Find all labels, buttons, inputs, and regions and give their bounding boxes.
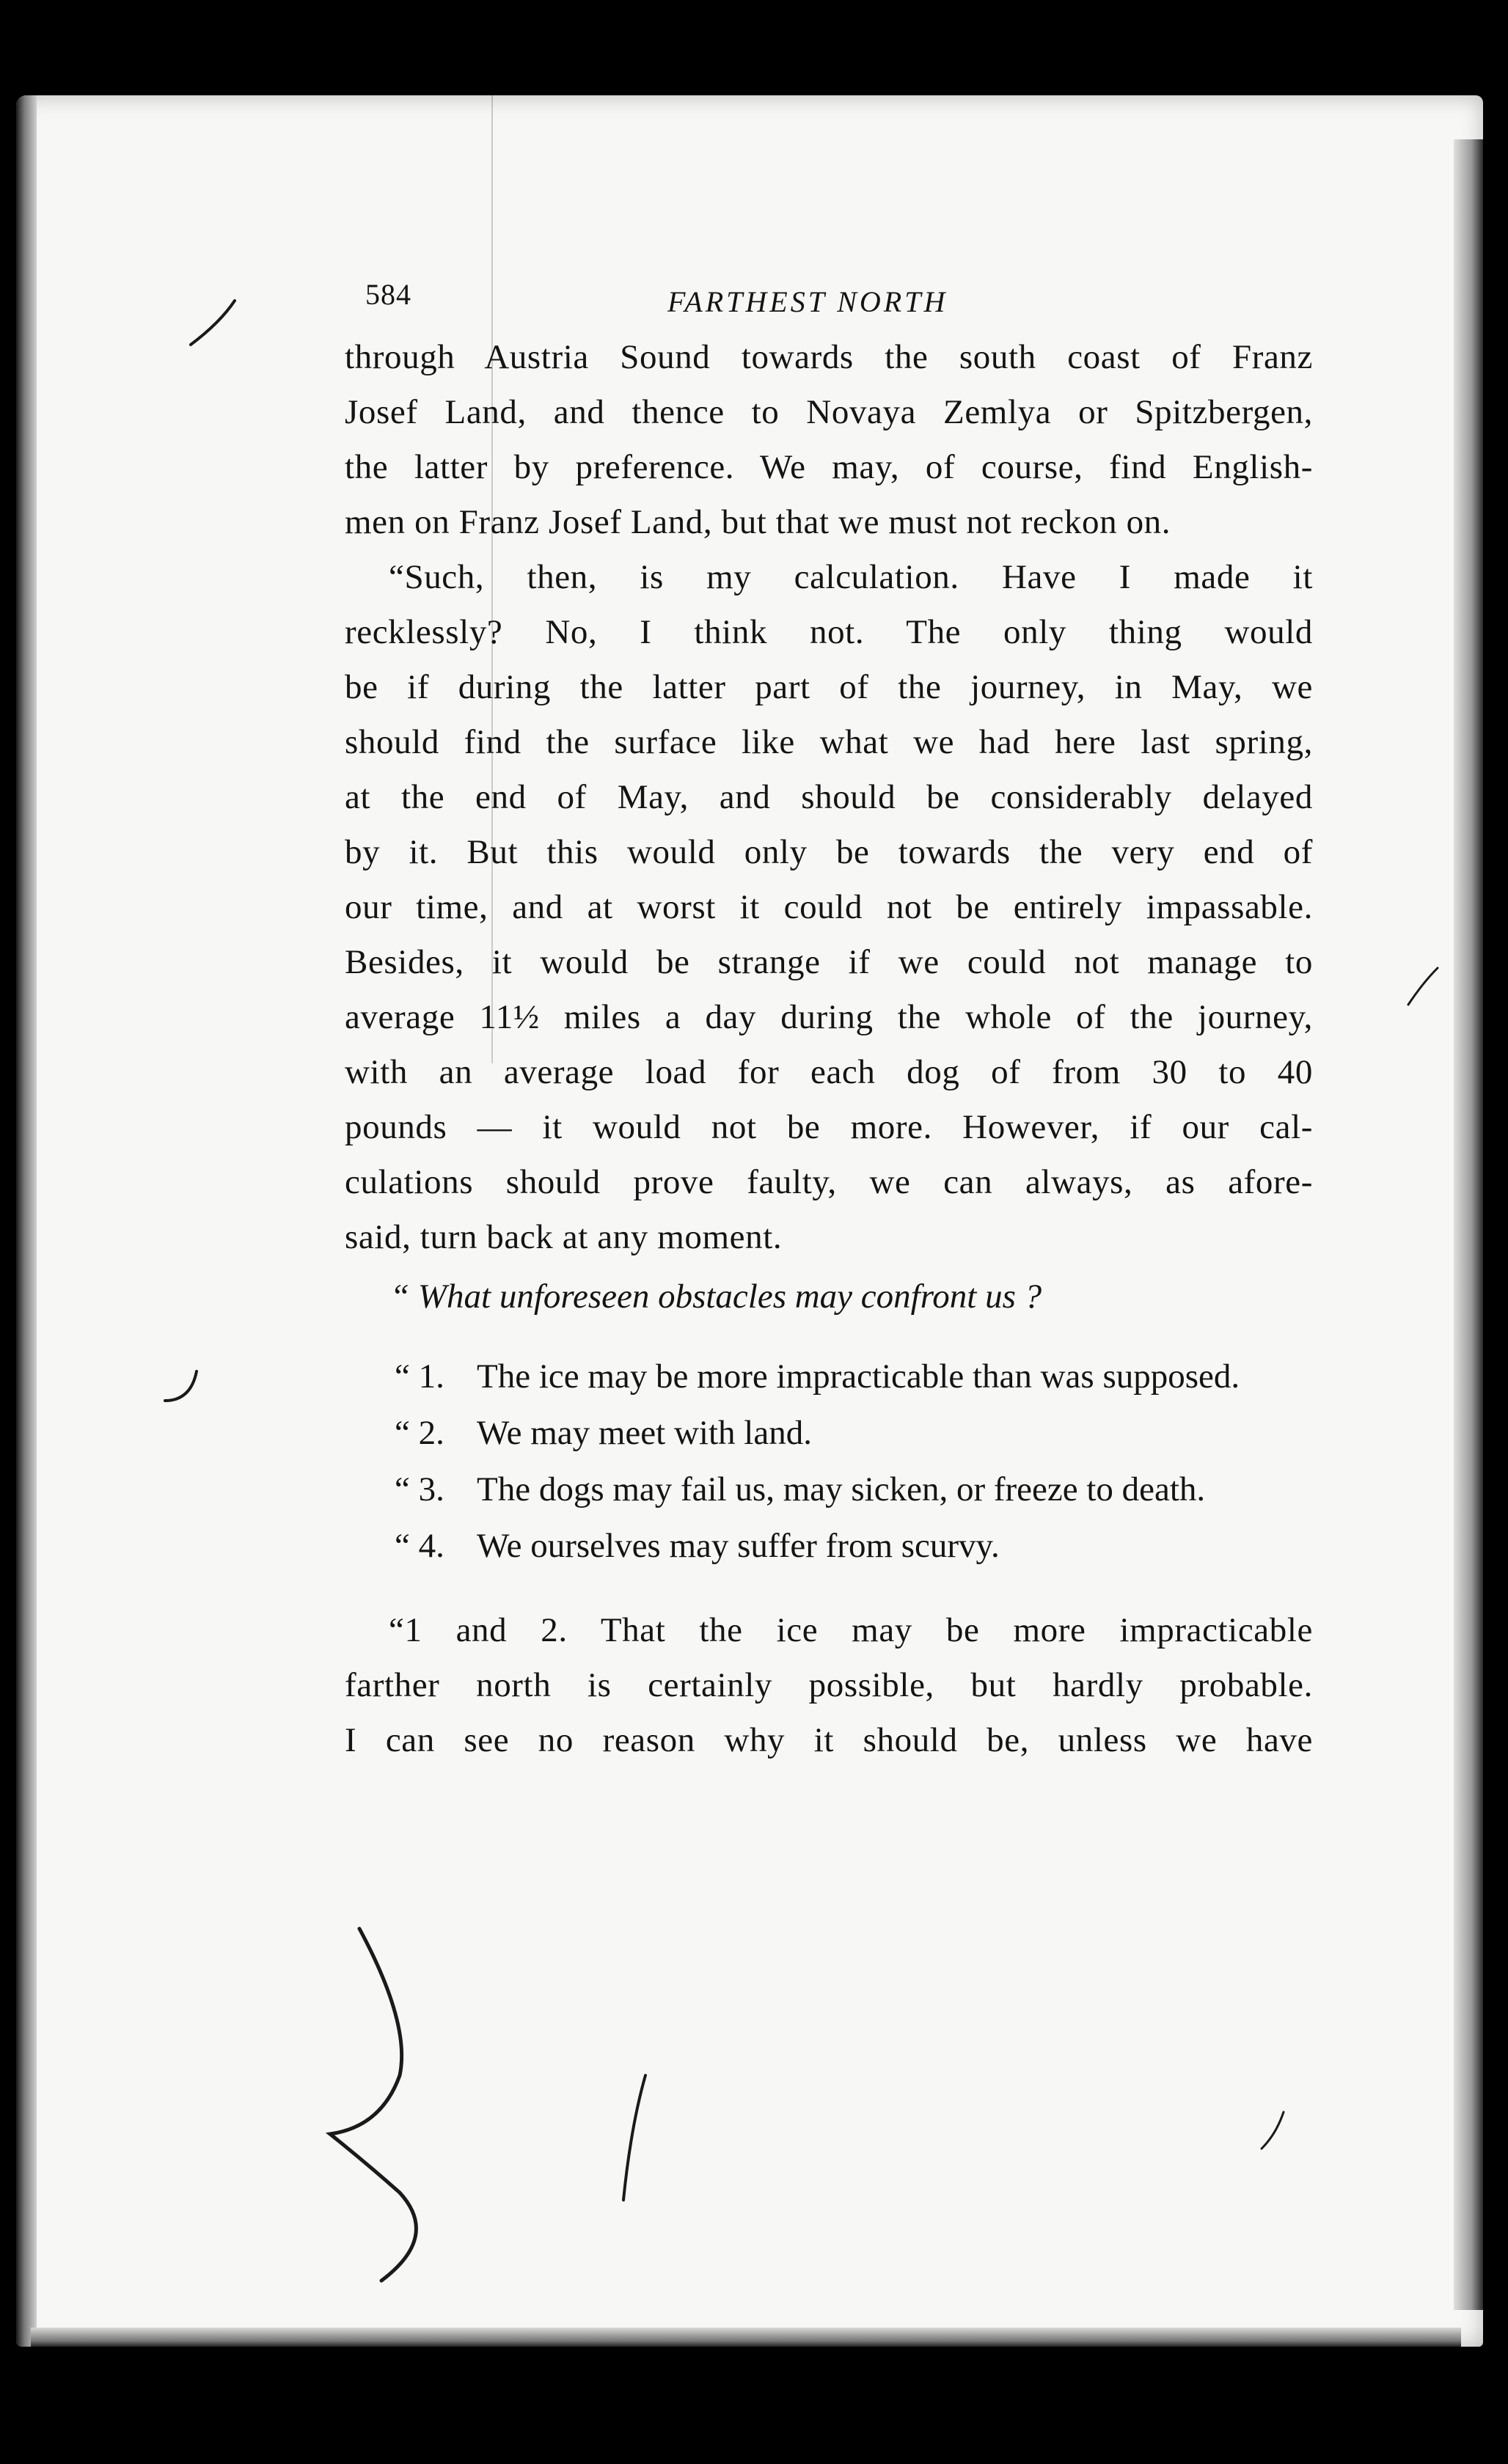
paragraph-2 <box>345 550 1313 1265</box>
text-line: the latter by preference. We may, of course, find English- <box>345 448 1313 486</box>
running-head <box>345 264 1313 330</box>
list-item <box>345 1349 1313 1404</box>
text-line: “1 and 2. That the ice may be more impracticable <box>389 1611 1313 1649</box>
list-item-number: “ 4. <box>395 1527 444 1565</box>
text-line: Josef Land, and thence to Novaya Zemlya or Spitzbergen, <box>345 393 1313 431</box>
list-item-number: “ 1. <box>395 1357 444 1396</box>
text-line: culations should prove faulty, we can always, as afore- <box>345 1163 1313 1201</box>
text-line: our time, and at worst it could not be entirely impassable. <box>345 888 1313 926</box>
text-line: recklessly? No, I think not. The only thing would <box>345 613 1313 651</box>
text-line: I can see no reason why it should be, unless we have <box>345 1721 1313 1759</box>
list-item-text: We may meet with land. <box>477 1414 812 1452</box>
text-line: through Austria Sound towards the south coast of Franz <box>345 338 1313 376</box>
list-item-number: “ 2. <box>395 1414 444 1452</box>
question-line: “ What unforeseen obstacles may confront us ? <box>390 1277 1042 1316</box>
text-line: be if during the latter part of the journey, in May, we <box>345 668 1313 706</box>
text-line: at the end of May, and should be considerably delayed <box>345 778 1313 816</box>
paragraph-3 <box>345 1603 1313 1768</box>
page-bottom-edge <box>31 2328 1461 2347</box>
text-line: with an average load for each dog of from 30 to 40 <box>345 1053 1313 1091</box>
text-line: pounds — it would not be more. However, if our cal- <box>345 1108 1313 1146</box>
list-item <box>345 1462 1313 1517</box>
list-item-text: The dogs may fail us, may sicken, or freeze to death. <box>477 1470 1206 1508</box>
text-line: should find the surface like what we had here last spring, <box>345 723 1313 761</box>
text-line: said, turn back at any moment. <box>345 1218 783 1256</box>
list-item <box>345 1406 1313 1461</box>
page-text-block <box>345 264 1313 1768</box>
text-line: Besides, it would be strange if we could not manage to <box>345 943 1313 981</box>
page-number: 584 <box>365 278 411 311</box>
text-line: farther north is certainly possible, but hardly probable. <box>345 1666 1313 1704</box>
text-line: men on Franz Josef Land, but that we must not reckon on. <box>345 503 1171 541</box>
page-left-edge <box>16 95 37 2347</box>
list-item-text: The ice may be more impracticable than was supposed. <box>477 1357 1240 1396</box>
page-right-edge <box>1454 139 1483 2310</box>
paragraph-1 <box>345 330 1313 550</box>
list-item-number: “ 3. <box>395 1470 444 1508</box>
text-line: average 11½ miles a day during the whole of the journey, <box>345 998 1313 1036</box>
list-item <box>345 1519 1313 1574</box>
list-item-text: We ourselves may suffer from scurvy. <box>477 1527 1000 1565</box>
obstacle-list <box>345 1349 1313 1574</box>
running-title: FARTHEST NORTH <box>667 285 948 318</box>
text-line: “Such, then, is my calculation. Have I made it <box>389 558 1313 596</box>
text-line: by it. But this would only be towards the very end of <box>345 833 1313 871</box>
